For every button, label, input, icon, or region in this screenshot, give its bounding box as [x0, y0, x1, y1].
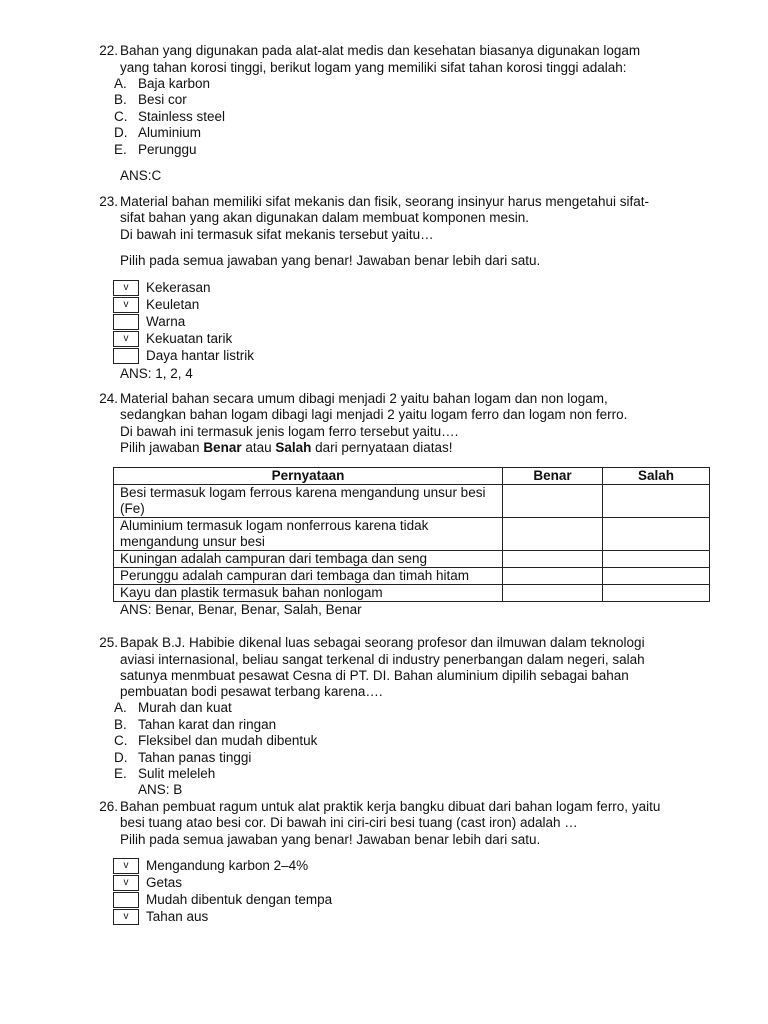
option-text: Getas [146, 875, 183, 890]
question-text: Bahan yang digunakan pada alat-alat medis dan kesehatan biasanya digunakan logam [120, 43, 641, 58]
benar-cell[interactable] [503, 518, 603, 551]
question-text: aviasi internasional, beliau sangat terkenal di industry penerbangan dalam negeri, salah [120, 652, 645, 667]
question-text: pembuatan bodi pesawat terbang karena…. [120, 684, 383, 699]
question-text: Bahan pembuat ragum untuk alat praktik kerja bangku dibuat dari bahan logam ferro, yaitu [120, 799, 661, 814]
option-text: Sulit meleleh [138, 766, 216, 781]
option-text: Kekerasan [146, 280, 211, 295]
benar-cell[interactable] [503, 551, 603, 568]
checkbox[interactable]: v [113, 858, 139, 874]
salah-cell[interactable] [603, 551, 710, 568]
option-letter: A. [114, 700, 127, 715]
question-text: Di bawah ini termasuk sifat mekanis tersebut yaitu… [120, 227, 434, 242]
benar-label: Benar [203, 440, 242, 455]
option-letter: B. [114, 92, 127, 107]
question-text: besi tuang atao besi cor. Di bawah ini ciri-ciri besi tuang (cast iron) adalah … [120, 815, 578, 830]
statement-cell: Besi termasuk logam ferrous karena mengandung unsur besi (Fe) [114, 485, 503, 518]
salah-cell[interactable] [603, 518, 710, 551]
question-number: 25. [99, 635, 118, 650]
option-letter: E. [114, 142, 127, 157]
instruction-text: Pilih pada semua jawaban yang benar! Jawaban benar lebih dari satu. [120, 253, 541, 268]
option-text: Tahan aus [146, 909, 209, 924]
option-letter: D. [114, 750, 128, 765]
question-number: 22. [99, 43, 118, 58]
option-text: Mudah dibentuk dengan tempa [146, 892, 333, 907]
header-benar: Benar [503, 468, 603, 485]
answer-key: ANS: 1, 2, 4 [120, 366, 193, 381]
table-row [114, 518, 710, 551]
option-text: Stainless steel [138, 109, 226, 124]
question-number: 26. [99, 799, 118, 814]
option-text: Murah dan kuat [138, 700, 232, 715]
option-text: Daya hantar listrik [146, 348, 255, 363]
option-text: Besi cor [138, 92, 187, 107]
salah-cell[interactable] [603, 568, 710, 585]
option-letter: A. [114, 76, 127, 91]
option-text: Baja karbon [138, 76, 211, 91]
table-row [114, 585, 710, 602]
table-row [114, 568, 710, 585]
option-text: Kekuatan tarik [146, 331, 233, 346]
benar-cell[interactable] [503, 485, 603, 518]
answer-key: ANS:C [120, 168, 162, 183]
table-row [114, 485, 710, 518]
checkbox[interactable]: v [113, 280, 139, 296]
option-letter: D. [114, 125, 128, 140]
checkbox[interactable]: v [113, 875, 139, 891]
table-row [114, 551, 710, 568]
option-text: Tahan karat dan ringan [138, 717, 277, 732]
option-letter: E. [114, 766, 127, 781]
checkbox[interactable]: v [113, 297, 139, 313]
salah-cell[interactable] [603, 585, 710, 602]
question-text: sedangkan bahan logam dibagi lagi menjadi 2 yaitu logam ferro dan logam non ferro. [120, 407, 628, 422]
benar-cell[interactable] [503, 585, 603, 602]
statement-table [113, 467, 710, 602]
option-letter: C. [114, 733, 128, 748]
question-text: Di bawah ini termasuk jenis logam ferro tersebut yaitu…. [120, 424, 459, 439]
answer-key: ANS: Benar, Benar, Benar, Salah, Benar [120, 602, 362, 617]
option-text: Perunggu [138, 142, 197, 157]
header-salah: Salah [603, 468, 710, 485]
checkbox[interactable] [113, 892, 139, 908]
header-pernyataan: Pernyataan [114, 468, 503, 485]
question-text: Material bahan memiliki sifat mekanis dan fisik, seorang insinyur harus mengetahui sifat- [120, 194, 649, 209]
option-text: Fleksibel dan mudah dibentuk [138, 733, 318, 748]
question-number: 24. [99, 391, 118, 406]
salah-cell[interactable] [603, 485, 710, 518]
question-number: 23. [99, 194, 118, 209]
checkbox[interactable]: v [113, 331, 139, 347]
statement-cell: Kuningan adalah campuran dari tembaga dan seng [114, 551, 503, 568]
answer-key: ANS: B [138, 782, 183, 797]
option-letter: C. [114, 109, 128, 124]
question-text: Bapak B.J. Habibie dikenal luas sebagai seorang profesor dan ilmuwan dalam teknologi [120, 635, 645, 650]
option-text: Tahan panas tinggi [138, 750, 252, 765]
instruction-text: Pilih jawaban Benar atau Salah dari pernyataan diatas! [120, 440, 453, 455]
question-text: sifat bahan yang akan digunakan dalam membuat komponen mesin. [120, 210, 530, 225]
option-text: Mengandung karbon 2–4% [146, 858, 309, 873]
benar-cell[interactable] [503, 568, 603, 585]
question-text: satunya menmbuat pesawat Cesna di PT. DI. Bahan aluminium dipilih sebagai bahan [120, 668, 629, 683]
checkbox[interactable] [113, 348, 139, 364]
option-text: Keuletan [146, 297, 200, 312]
question-text: Material bahan secara umum dibagi menjadi 2 yaitu bahan logam dan non logam, [120, 391, 608, 406]
option-text: Aluminium [138, 125, 202, 140]
statement-cell: Perunggu adalah campuran dari tembaga dan timah hitam [114, 568, 503, 585]
option-text: Warna [146, 314, 186, 329]
question-text: yang tahan korosi tinggi, berikut logam yang memiliki sifat tahan korosi tinggi adalah: [120, 60, 627, 75]
checkbox[interactable] [113, 314, 139, 330]
instruction-text: Pilih pada semua jawaban yang benar! Jawaban benar lebih dari satu. [120, 832, 541, 847]
salah-label: Salah [275, 440, 312, 455]
statement-cell: Kayu dan plastik termasuk bahan nonlogam [114, 585, 503, 602]
checkbox[interactable]: v [113, 909, 139, 925]
statement-cell: Aluminium termasuk logam nonferrous karena tidak mengandung unsur besi [114, 518, 503, 551]
option-letter: B. [114, 717, 127, 732]
